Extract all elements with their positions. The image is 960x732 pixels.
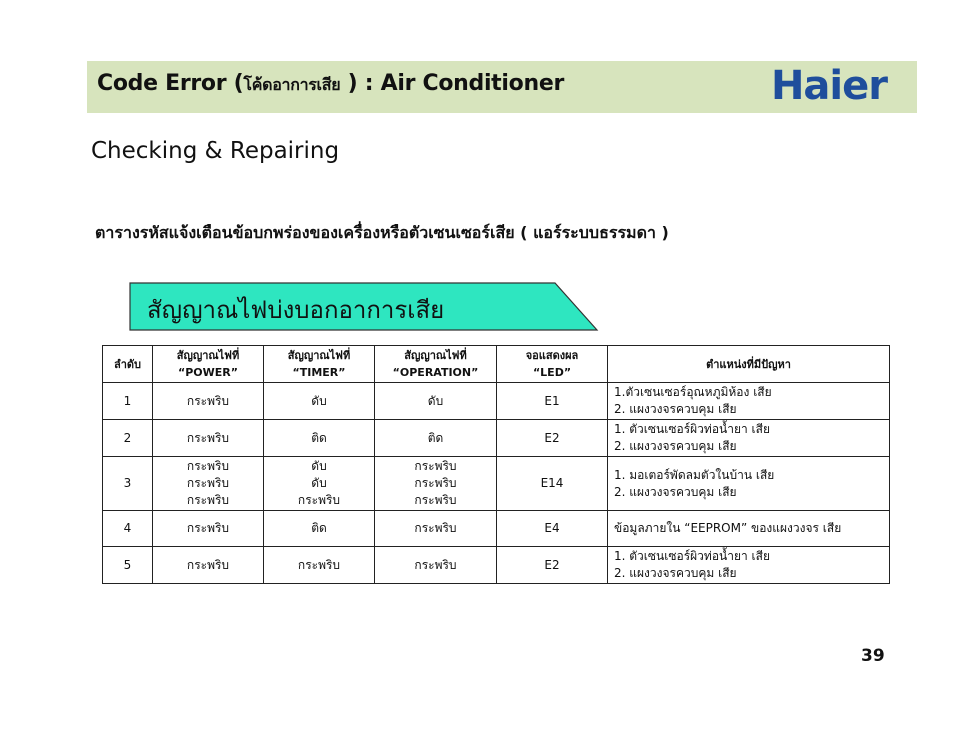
timer-signal: กระพริบ	[264, 547, 375, 584]
power-signal: กระพริบ	[153, 547, 264, 584]
header-timer: สัญญาณไฟที่ “TIMER”	[264, 346, 375, 383]
row-number: 4	[103, 511, 153, 547]
operation-signal: ติด	[375, 420, 497, 457]
problem-location: 1.ตัวเซนเซอร์อุณหภูมิห้อง เสีย 2. แผงวงจรควบคุม เสีย	[608, 383, 890, 420]
operation-signal: กระพริบ	[375, 511, 497, 547]
table-row	[103, 457, 890, 511]
row-number: 2	[103, 420, 153, 457]
power-signal: กระพริบ	[153, 511, 264, 547]
header-problem: ตำแหน่งที่มีปัญหา	[608, 346, 890, 383]
table-row	[103, 420, 890, 457]
timer-signal: ดับ ดับ กระพริบ	[264, 457, 375, 511]
table-row	[103, 511, 890, 547]
problem-location: 1. ตัวเซนเซอร์ผิวท่อน้ำยา เสีย 2. แผงวงจรควบคุม เสีย	[608, 547, 890, 584]
led-code: E2	[497, 547, 608, 584]
led-code: E14	[497, 457, 608, 511]
timer-signal: ดับ	[264, 383, 375, 420]
page-title	[97, 71, 564, 98]
header-led: จอแสดงผล “LED”	[497, 346, 608, 383]
power-signal: กระพริบ	[153, 420, 264, 457]
power-signal: กระพริบ	[153, 383, 264, 420]
problem-location: 1. มอเตอร์พัดลมตัวในบ้าน เสีย 2. แผงวงจรควบคุม เสีย	[608, 457, 890, 511]
title-thai: โค้ดอาการเสีย	[243, 75, 341, 94]
operation-signal: กระพริบ กระพริบ กระพริบ	[375, 457, 497, 511]
table-row	[103, 383, 890, 420]
led-code: E1	[497, 383, 608, 420]
banner-text: สัญญาณไฟบ่งบอกอาการเสีย	[147, 296, 445, 324]
header-no: ลำดับ	[103, 346, 153, 383]
haier-logo: Haier	[770, 63, 887, 109]
table-row	[103, 547, 890, 584]
problem-location: 1. ตัวเซนเซอร์ผิวท่อน้ำยา เสีย 2. แผงวงจรควบคุม เสีย	[608, 420, 890, 457]
row-number: 5	[103, 547, 153, 584]
row-number: 1	[103, 383, 153, 420]
table-header-row	[103, 346, 890, 383]
led-code: E2	[497, 420, 608, 457]
led-code: E4	[497, 511, 608, 547]
error-code-table	[102, 345, 890, 584]
operation-signal: ดับ	[375, 383, 497, 420]
row-number: 3	[103, 457, 153, 511]
problem-location: ข้อมูลภายใน “EEPROM” ของแผงวงจร เสีย	[608, 511, 890, 547]
operation-signal: กระพริบ	[375, 547, 497, 584]
header-operation: สัญญาณไฟที่ “OPERATION”	[375, 346, 497, 383]
page-number: 39	[861, 646, 885, 666]
title-prefix: Code Error (	[97, 71, 244, 96]
timer-signal: ติด	[264, 511, 375, 547]
table-description: ตารางรหัสแจ้งเตือนข้อบกพร่องของเครื่องหรือตัวเซนเซอร์เสีย ( แอร์ระบบธรรมดา )	[95, 223, 669, 242]
banner	[129, 282, 599, 331]
timer-signal: ติด	[264, 420, 375, 457]
title-suffix: ) : Air Conditioner	[340, 71, 564, 96]
power-signal: กระพริบ กระพริบ กระพริบ	[153, 457, 264, 511]
section-title: Checking & Repairing	[91, 138, 340, 164]
header-power: สัญญาณไฟที่ “POWER”	[153, 346, 264, 383]
header-bar	[87, 61, 917, 113]
